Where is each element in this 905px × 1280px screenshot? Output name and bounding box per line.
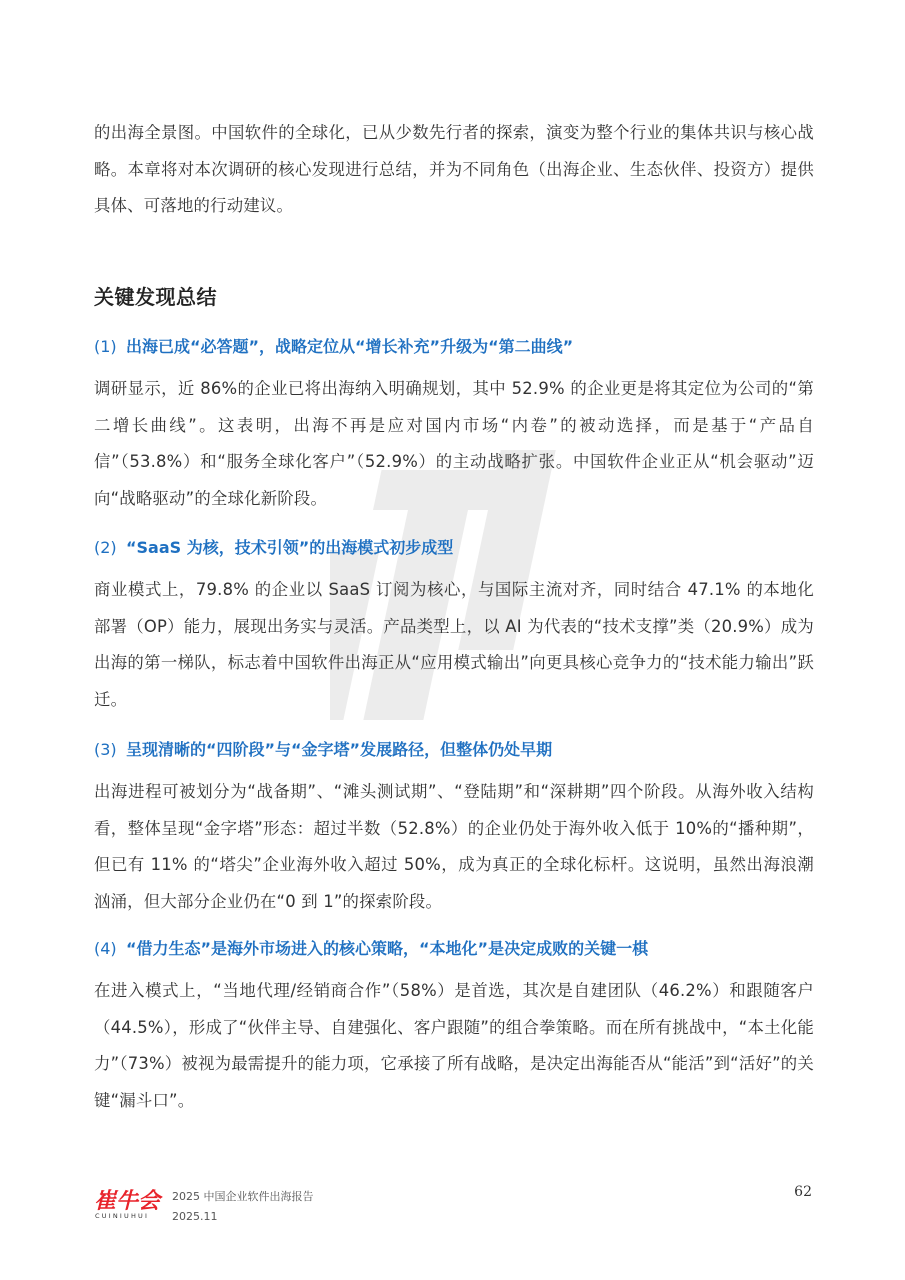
page-number: 62: [794, 1184, 812, 1200]
finding-heading-1: [94, 334, 573, 357]
finding-number: (1): [94, 337, 117, 356]
finding-title: “SaaS 为核，技术引领”的出海模式初步成型: [126, 538, 454, 557]
finding-body-1: 调研显示，近 86%的企业已将出海纳入明确规划，其中 52.9% 的企业更是将其定位为公司的“第二增长曲线”。这表明，出海不再是应对国内市场“内卷”的被动选择，而是基于“产品自信”（53.8%）和“服务全球化客户”（52.9%）的主动战略扩张。中国软件企业正从“机会驱动”迈向“战略驱动”的全球化新阶段。: [94, 379, 814, 508]
finding-body-2: 商业模式上，79.8% 的企业以 SaaS 订阅为核心，与国际主流对齐，同时结合 47.1% 的本地化部署（OP）能力，展现出务实与灵活。产品类型上，以 AI 为代表的“技术支撑”类（20.9%）成为出海的第一梯队，标志着中国软件出海正从“应用模式输出”向更具核心竞争力的“技术能力输出”跃迁。: [94, 580, 814, 709]
section-title: 关键发现总结: [94, 285, 217, 309]
finding-number: (2): [94, 538, 117, 557]
footer-date: 2025.11: [172, 1210, 218, 1223]
logo-text: 崔牛会: [94, 1189, 161, 1214]
finding-title: 出海已成“必答题”，战略定位从“增长补充”升级为“第二曲线”: [126, 337, 574, 356]
finding-body-4: 在进入模式上，“当地代理/经销商合作”（58%）是首选，其次是自建团队（46.2%）和跟随客户（44.5%），形成了“伙伴主导、自建强化、客户跟随”的组合拳策略。而在所有挑战中，“本土化能力”（73%）被视为最需提升的能力项，它承接了所有战略，是决定出海能否从“能活”到“活好”的关键“漏斗口”。: [94, 981, 814, 1110]
finding-heading-4: [94, 936, 648, 959]
logo-subtext: CUINIUHUI: [95, 1212, 150, 1220]
finding-body-3: 出海进程可被划分为“战备期”、“滩头测试期”、“登陆期”和“深耕期”四个阶段。从海外收入结构看，整体呈现“金字塔”形态：超过半数（52.8%）的企业仍处于海外收入低于 10%的“播种期”，但已有 11% 的“塔尖”企业海外收入超过 50%，成为真正的全球化标杆。这说明，虽然出海浪潮汹涌，但大部分企业仍在“0 到 1”的探索阶段。: [94, 782, 814, 911]
intro-paragraph: 的出海全景图。中国软件的全球化，已从少数先行者的探索，演变为整个行业的集体共识与核心战略。本章将对本次调研的核心发现进行总结，并为不同角色（出海企业、生态伙伴、投资方）提供具体、可落地的行动建议。: [94, 123, 814, 215]
finding-number: (3): [94, 740, 117, 759]
finding-heading-2: [94, 535, 453, 558]
finding-title: “借力生态”是海外市场进入的核心策略，“本地化”是决定成败的关键一棋: [126, 939, 649, 958]
finding-title: 呈现清晰的“四阶段”与“金字塔”发展路径，但整体仍处早期: [126, 740, 553, 759]
finding-number: (4): [94, 939, 117, 958]
footer-report-name: 2025 中国企业软件出海报告: [172, 1190, 314, 1203]
finding-heading-3: [94, 737, 552, 760]
cuiniuhui-logo: [94, 1186, 164, 1220]
